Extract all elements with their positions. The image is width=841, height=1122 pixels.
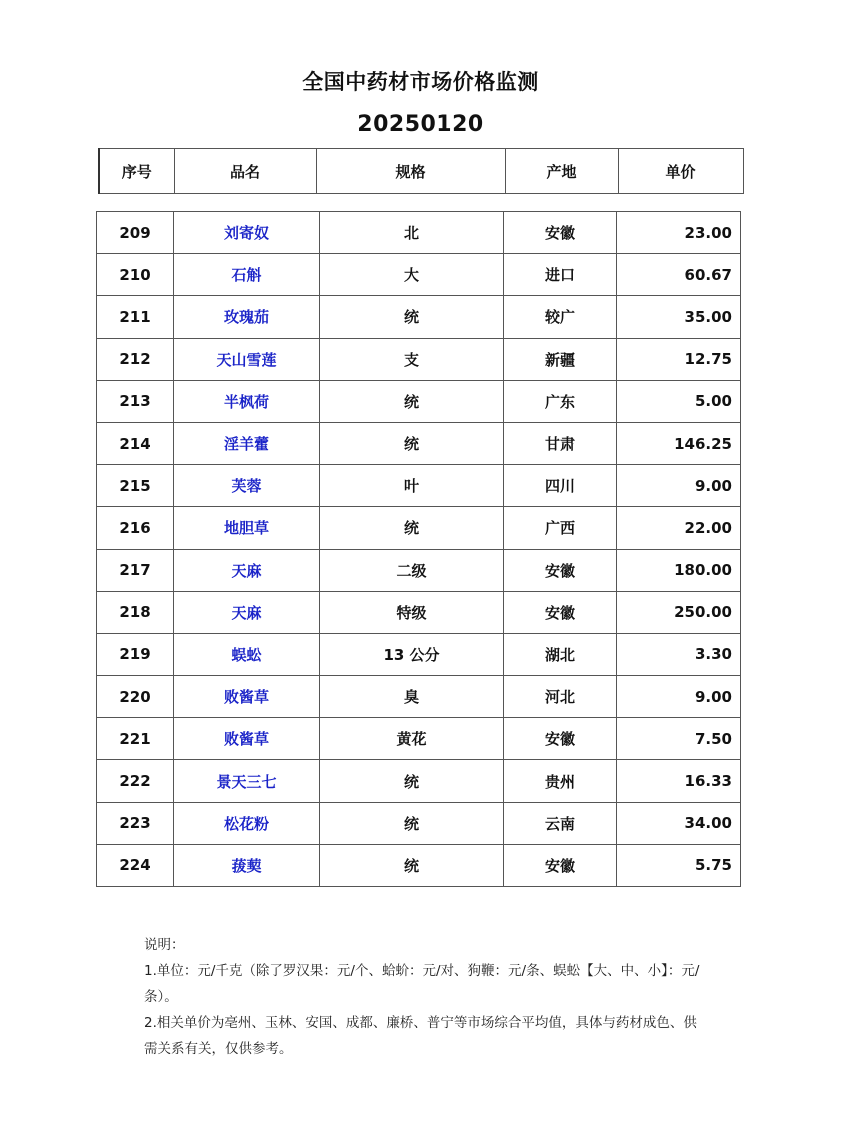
cell-spec: 统 — [320, 802, 504, 844]
cell-origin: 广西 — [504, 507, 617, 549]
cell-no: 212 — [97, 338, 174, 380]
cell-name[interactable]: 半枫荷 — [174, 380, 320, 422]
cell-spec: 黄花 — [320, 718, 504, 760]
cell-no: 221 — [97, 718, 174, 760]
cell-name[interactable]: 松花粉 — [174, 802, 320, 844]
table-row — [97, 212, 741, 254]
cell-price: 35.00 — [617, 296, 741, 338]
table-row — [97, 676, 741, 718]
column-header-table — [98, 148, 744, 194]
cell-name[interactable]: 菝葜 — [174, 844, 320, 886]
cell-origin: 贵州 — [504, 760, 617, 802]
notes-line-1: 1.单位：元/千克（除了罗汉果：元/个、蛤蚧：元/对、狗鞭：元/条、蜈蚣【大、中、小】：元/条）。 — [144, 963, 700, 1005]
cell-name[interactable]: 淫羊藿 — [174, 422, 320, 464]
cell-no: 217 — [97, 549, 174, 591]
cell-no: 223 — [97, 802, 174, 844]
cell-no: 214 — [97, 422, 174, 464]
cell-spec: 13 公分 — [320, 633, 504, 675]
table-row — [97, 760, 741, 802]
cell-name[interactable]: 蜈蚣 — [174, 633, 320, 675]
cell-spec: 特级 — [320, 591, 504, 633]
notes-line-2: 2.相关单价为亳州、玉林、安国、成都、廉桥、普宁等市场综合平均值，具体与药材成色、供需关系有关，仅供参考。 — [144, 1015, 697, 1057]
cell-no: 222 — [97, 760, 174, 802]
cell-origin: 河北 — [504, 676, 617, 718]
table-row — [97, 254, 741, 296]
cell-no: 211 — [97, 296, 174, 338]
cell-origin: 安徽 — [504, 212, 617, 254]
cell-spec: 统 — [320, 844, 504, 886]
table-row — [97, 549, 741, 591]
cell-name[interactable]: 天麻 — [174, 549, 320, 591]
table-row — [97, 380, 741, 422]
cell-price: 9.00 — [617, 465, 741, 507]
cell-origin: 甘肃 — [504, 422, 617, 464]
table-row — [97, 422, 741, 464]
cell-price: 250.00 — [617, 591, 741, 633]
header-row — [99, 149, 743, 194]
cell-origin: 安徽 — [504, 549, 617, 591]
cell-origin: 新疆 — [504, 338, 617, 380]
cell-spec: 统 — [320, 422, 504, 464]
cell-no: 209 — [97, 212, 174, 254]
cell-no: 224 — [97, 844, 174, 886]
cell-name[interactable]: 刘寄奴 — [174, 212, 320, 254]
table-row — [97, 338, 741, 380]
cell-price: 5.00 — [617, 380, 741, 422]
cell-no: 210 — [97, 254, 174, 296]
notes-section — [144, 932, 704, 1062]
cell-price: 180.00 — [617, 549, 741, 591]
cell-spec: 支 — [320, 338, 504, 380]
cell-price: 60.67 — [617, 254, 741, 296]
table-row — [97, 844, 741, 886]
cell-spec: 大 — [320, 254, 504, 296]
table-row — [97, 718, 741, 760]
notes-heading: 说明： — [144, 937, 185, 953]
cell-spec: 叶 — [320, 465, 504, 507]
cell-spec: 统 — [320, 380, 504, 422]
col-header-origin: 产地 — [505, 149, 618, 194]
price-table — [96, 211, 741, 887]
cell-name[interactable]: 石斛 — [174, 254, 320, 296]
col-header-no: 序号 — [99, 149, 174, 194]
cell-price: 5.75 — [617, 844, 741, 886]
cell-name[interactable]: 芙蓉 — [174, 465, 320, 507]
cell-price: 7.50 — [617, 718, 741, 760]
cell-no: 216 — [97, 507, 174, 549]
cell-spec: 统 — [320, 507, 504, 549]
cell-price: 16.33 — [617, 760, 741, 802]
col-header-price: 单价 — [618, 149, 743, 194]
cell-origin: 安徽 — [504, 718, 617, 760]
cell-origin: 安徽 — [504, 844, 617, 886]
cell-name[interactable]: 败酱草 — [174, 718, 320, 760]
cell-price: 9.00 — [617, 676, 741, 718]
cell-price: 34.00 — [617, 802, 741, 844]
table-row — [97, 802, 741, 844]
cell-no: 213 — [97, 380, 174, 422]
cell-name[interactable]: 地胆草 — [174, 507, 320, 549]
cell-name[interactable]: 败酱草 — [174, 676, 320, 718]
cell-price: 146.25 — [617, 422, 741, 464]
cell-no: 220 — [97, 676, 174, 718]
cell-spec: 二级 — [320, 549, 504, 591]
cell-price: 12.75 — [617, 338, 741, 380]
cell-name[interactable]: 天山雪莲 — [174, 338, 320, 380]
cell-name[interactable]: 景天三七 — [174, 760, 320, 802]
cell-no: 219 — [97, 633, 174, 675]
cell-origin: 广东 — [504, 380, 617, 422]
cell-price: 3.30 — [617, 633, 741, 675]
page-title: 全国中药材市场价格监测 — [302, 70, 539, 94]
table-row — [97, 465, 741, 507]
table-row — [97, 591, 741, 633]
cell-spec: 臭 — [320, 676, 504, 718]
cell-spec: 北 — [320, 212, 504, 254]
cell-price: 23.00 — [617, 212, 741, 254]
table-row — [97, 633, 741, 675]
col-header-name: 品名 — [174, 149, 316, 194]
cell-spec: 统 — [320, 760, 504, 802]
col-header-spec: 规格 — [316, 149, 505, 194]
table-row — [97, 296, 741, 338]
cell-origin: 湖北 — [504, 633, 617, 675]
cell-origin: 云南 — [504, 802, 617, 844]
report-date: 20250120 — [357, 112, 484, 137]
table-row — [97, 507, 741, 549]
cell-name[interactable]: 玫瑰茄 — [174, 296, 320, 338]
cell-origin: 进口 — [504, 254, 617, 296]
cell-origin: 较广 — [504, 296, 617, 338]
cell-spec: 统 — [320, 296, 504, 338]
cell-price: 22.00 — [617, 507, 741, 549]
cell-name[interactable]: 天麻 — [174, 591, 320, 633]
cell-origin: 安徽 — [504, 591, 617, 633]
cell-no: 215 — [97, 465, 174, 507]
cell-origin: 四川 — [504, 465, 617, 507]
cell-no: 218 — [97, 591, 174, 633]
